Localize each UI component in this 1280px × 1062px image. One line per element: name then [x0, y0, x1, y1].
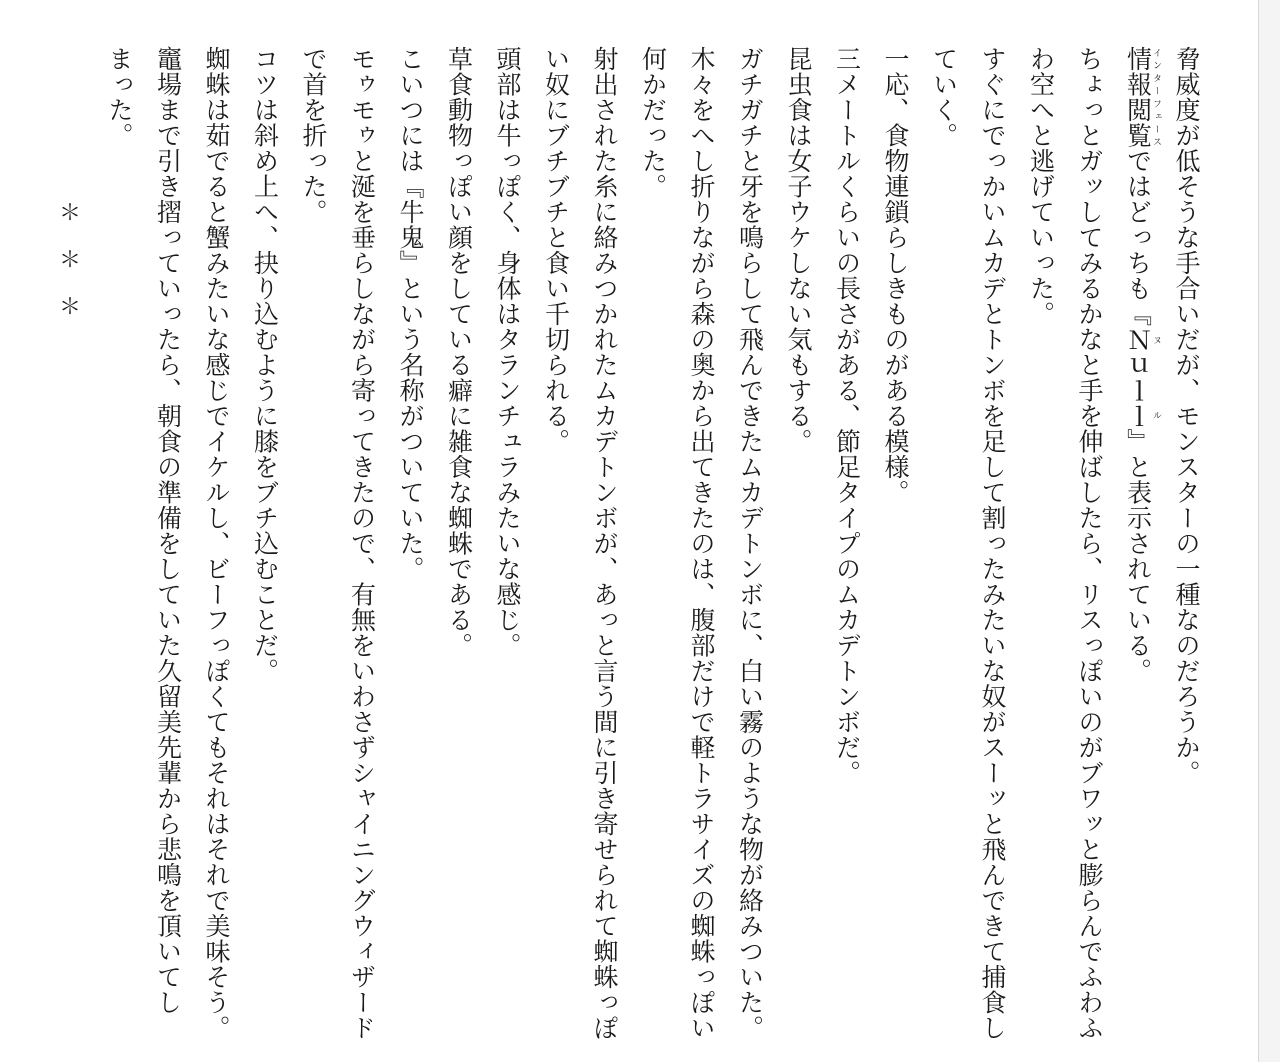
text-line: まった。: [105, 46, 134, 148]
text-line: 蜘蛛は茹でると蟹みたいな感じでイケルし、ビーフっぽくてもそれはそれで美味そう。: [202, 46, 231, 1041]
text-line: ていく。: [929, 46, 959, 148]
text-line: コツは斜め上へ、抉り込むように膝をブチ込むことだ。: [250, 46, 280, 684]
scene-break-mark: ＊: [58, 295, 81, 320]
text-line: 頭部は牛っぽく、身体はタランチュラみたいな感じ。: [493, 46, 522, 658]
ruby-base: 情報閲覧: [1123, 46, 1153, 148]
scene-break: [58, 190, 82, 331]
text-line: こいつには『牛鬼』という名称がついていた。: [396, 46, 425, 582]
text-line: 竈場まで引き摺っていったら、朝食の準備をしていた久留美先輩から悲鳴を頂いてし: [153, 46, 183, 1015]
text-line: わ空へと逃げていった。: [1026, 46, 1056, 327]
page-edge: [1258, 0, 1280, 1062]
text-line: 脅威度が低そうな手合いだが、モンスターの一種なのだろうか。: [1172, 46, 1201, 786]
ruby-base: Ｎｕｌｌ: [1123, 326, 1153, 429]
text-line: ちょっとガッしてみるかなと手を伸ばしたら、リスっぽいのがブワッと膨らんでふわふ: [1075, 46, 1104, 1041]
text-line: 何かだった。: [638, 46, 668, 199]
text-line: モゥモゥと涎を垂らしながら寄ってきたので、有無をいわさずシャイニングウィザード: [347, 46, 377, 1041]
ruby-null: [1123, 326, 1161, 429]
ruby-info-display: [1123, 46, 1161, 148]
text-line: 木々をへし折りながら森の奥から出てきたのは、腹部だけで軽トラサイズの蜘蛛っぽい: [687, 46, 716, 1041]
text-line: 一応、食物連鎖らしきものがある模様。: [881, 46, 910, 505]
text-line: い奴にブチブチと食い千切られる。: [541, 46, 571, 454]
text-line: ガチガチと牙を鳴らして飛んできたムカデトンボに、白い霧のような物が絡みついた。: [735, 46, 765, 1041]
text-line: 三メートルくらいの長さがある、節足タイプのムカデトンボだ。: [832, 46, 862, 786]
text-line: で首を折った。: [299, 46, 328, 225]
text-line: 草食動物っぽい顔をしている癖に雑食な蜘蛛である。: [444, 46, 474, 658]
text-segment: 』と表示されている。: [1123, 428, 1153, 684]
text-line: 射出された糸に絡みつかれたムカデトンボが、あっと言う間に引き寄せられて蜘蛛っぽ: [590, 46, 619, 1041]
text-line: 昆虫食は女子ウケしない気もする。: [784, 46, 813, 454]
scene-break-mark: ＊: [58, 248, 81, 273]
text-segment: ではどっちも『: [1123, 148, 1153, 327]
vertical-text-body: [95, 46, 1211, 1041]
text-line: すぐにでっかいムカデとトンボを足して割ったみたいな奴がスーッと飛んできて捕食し: [978, 46, 1007, 1041]
text-line-info-display: [1113, 46, 1162, 1026]
ruby-reading: ヌル: [1151, 326, 1161, 429]
scene-break-mark: ＊: [58, 201, 81, 226]
ruby-reading: インターフェース: [1151, 46, 1161, 148]
